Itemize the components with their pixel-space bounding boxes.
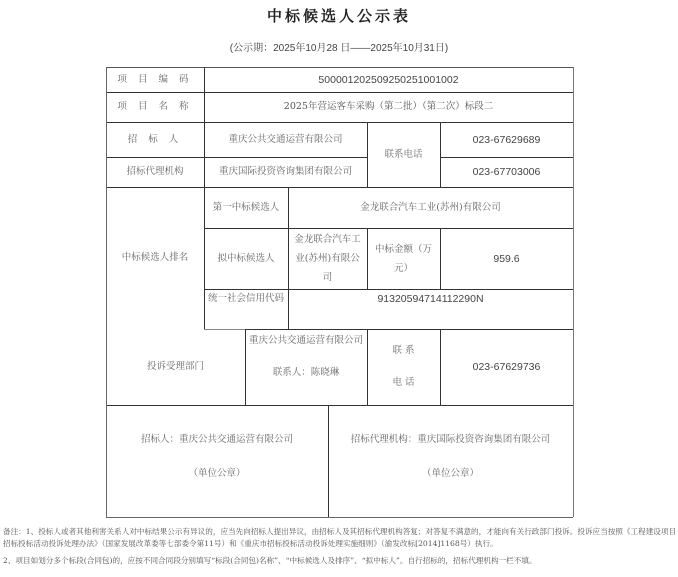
note-2: 2、项目如划分多个标段(合同包)的，应按不同合同段分别填写“标段(合同包)名称”、“中标候选人及排序”、“拟中标人”。自行招标的，招标代理机构一栏不填。 [3,556,537,565]
agency-seal-cell [328,405,573,517]
tenderer-label: 招 标 人 [127,133,183,145]
notes-section [3,526,678,572]
complaint-dept-label: 投诉受理部门 [146,361,204,372]
table-border-left [106,67,107,517]
agency-phone: 023-67703006 [472,166,541,178]
project-code-label: 项 目 编 码 [117,73,193,85]
row-divider [204,228,573,229]
col-divider [288,187,289,329]
contact-phone-label: 联系电话 [384,148,423,160]
agency-signature: 招标代理机构：重庆国际投资咨询集团有限公司 [350,434,551,445]
row-divider [106,92,573,93]
row-divider [204,289,573,290]
first-candidate-label: 第一中标候选人 [212,202,280,213]
complaint-phone-label-line2: 电 话 [392,377,415,388]
row-divider [440,157,573,158]
page-title: 中标候选人公示表 [266,7,411,25]
row-divider [106,122,573,123]
col-divider [367,228,368,289]
agency-value: 重庆国际投资咨询集团有限公司 [218,166,352,177]
proposed-candidate-label: 拟中标候选人 [217,252,275,264]
row-divider [106,157,367,158]
bid-amount-label: 中标金额（万元） [374,243,432,274]
tenderer-phone: 023-67629689 [472,133,541,146]
complaint-phone-label-line1: 联 系 [392,345,415,356]
row-divider [245,329,573,330]
col-divider [440,228,441,289]
row-divider [106,405,573,406]
tenderer-value: 重庆公共交通运营有限公司 [228,133,343,145]
table-border-right [573,67,574,517]
credit-code-value: 91320594714112290N [377,293,484,305]
complaint-phone-label [367,329,440,405]
tenderer-signature: 招标人：重庆公共交通运营有限公司 [140,434,293,445]
first-candidate-value: 金龙联合汽车工业(苏州)有限公司 [360,201,501,213]
project-code-value: 500001202509250251001002 [318,73,459,86]
complaint-contact-person: 联系人：陈晓琳 [272,367,340,378]
tenderer-seal: （单位公章） [188,468,246,479]
col-divider [440,329,441,405]
complaint-dept-value: 重庆公共交通运营有限公司 [249,335,364,346]
row-divider [106,187,573,188]
proposed-candidate-value: 金龙联合汽车工业(苏州)有限公司 [294,234,361,283]
publicity-period: (公示期：2025年10月28 日——2025年10月31日) [229,43,449,54]
table-border-top [106,67,573,68]
tenderer-seal-cell [106,405,328,517]
col-divider [367,122,368,187]
table-border-bottom [106,517,573,518]
project-name-label: 项 目 名 称 [117,101,193,112]
col-divider [204,67,205,329]
project-name-value: 2025年营运客车采购（第二批）（第二次）标段二 [283,101,494,112]
bid-amount-value: 959.6 [493,252,520,265]
agency-seal: （单位公章） [421,468,479,479]
credit-code-label: 统一社会信用代码 [208,293,285,304]
complaint-dept-cell [245,329,367,405]
col-divider [367,329,368,405]
agency-label: 招标代理机构 [126,166,184,177]
complaint-phone: 023-67629736 [472,361,541,373]
col-divider [440,122,441,187]
col-divider [245,329,246,405]
note-1: 备注：1、投标人或者其他利害关系人对中标结果公示有异议的，应当先向招标人提出异议，由招标人及其招标代理机构答复；对答复不满意的，才能向有关行政部门投诉。投诉应当按照《工程建设项目招标投标活动投诉处理办法》（国家发展改革委等七部委令第11号）和《重庆市招标投标活动投诉处理实施细则》（渝发改标[2014]1168号）执行。 [3,527,677,548]
candidate-ranking-label: 中标候选人排名 [121,252,189,263]
col-divider [328,405,329,517]
